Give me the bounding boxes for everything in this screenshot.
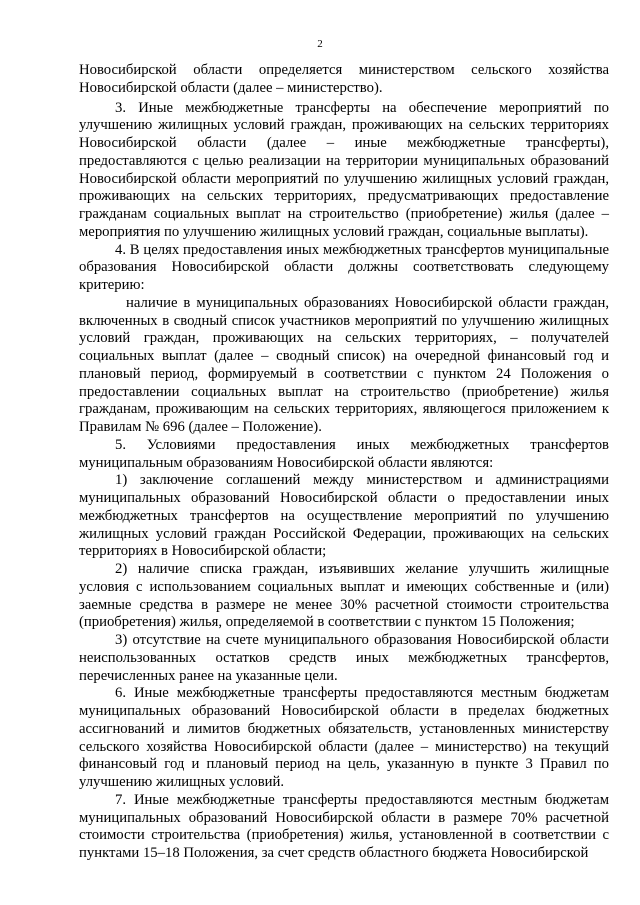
paragraph-item-7: 7. Иные межбюджетные трансферты предоставляются местным бюджетам муниципальных образований Новосибирской области в размере 70% расчетной стоимости строительства (приобретения) жилья, установленной в соответствии с пунктами 15–18 Положения, за счет средств областного бюджета Новосибирской bbox=[79, 791, 609, 861]
paragraph-item-4: 4. В целях предоставления иных межбюджетных трансфертов муниципальные образования Новосибирской области должны соответствовать следующему критерию: bbox=[79, 241, 609, 293]
page-number: 2 bbox=[317, 38, 323, 50]
paragraph-item-5: 5. Условиями предоставления иных межбюджетных трансфертов муниципальным образованиям Новосибирской области являются: bbox=[79, 436, 609, 471]
paragraph-condition-3: 3) отсутствие на счете муниципального образования Новосибирской области неиспользованных остатков средств иных межбюджетных трансфертов, перечисленных ранее на указанные цели. bbox=[79, 632, 609, 684]
paragraph-criterion: наличие в муниципальных образованиях Новосибирской области граждан, включенных в сводный список участников мероприятий по улучшению жилищных условий граждан, проживающих на сельских территориях, – получателей социальных выплат (далее – сводный список) на очередной финансовый год и плановый период, формируемый в соответствии с пунктом 24 Положения о предоставлении социальных выплат на строительство (приобретение) жилья гражданам, проживающим на сельских территориях, являющегося приложением к Правилам № 696 (далее – Положение). bbox=[79, 294, 609, 435]
paragraph-condition-1: 1) заключение соглашений между министерством и администрациями муниципальных образований Новосибирской области о предоставлении иных межбюджетных трансфертов на осуществление мероприятий по улучшению жилищных условий граждан Российской Федерации, проживающих на сельских территориях в Новосибирской области; bbox=[79, 472, 609, 560]
paragraph-condition-2: 2) наличие списка граждан, изъявивших желание улучшить жилищные условия с использованием социальных выплат и имеющих собственные и (или) заемные средства в размере не менее 30% расчетной стоимости строительства (приобретения) жилья, определяемой в соответствии с пунктом 15 Положения; bbox=[79, 561, 609, 631]
paragraph-item-3: 3. Иные межбюджетные трансферты на обеспечение мероприятий по улучшению жилищных условий граждан, проживающих на сельских территориях Новосибирской области (далее – иные межбюджетные трансферты), предоставляются с целью реализации на территории муниципальных образований Новосибирской области мероприятий по улучшению жилищных условий граждан, проживающих на сельских территориях, предусматривающих предоставление гражданам социальных выплат на строительство (приобретение) жилья (далее – мероприятия по улучшению жилищных условий граждан, социальные выплаты). bbox=[79, 99, 609, 240]
document-body bbox=[79, 62, 609, 863]
paragraph-continuation: Новосибирской области определяется министерством сельского хозяйства Новосибирской области (далее – министерство). bbox=[79, 62, 609, 96]
paragraph-item-6: 6. Иные межбюджетные трансферты предоставляются местным бюджетам муниципальных образований Новосибирской области в пределах бюджетных ассигнований и лимитов бюджетных обязательств, установленных министерству сельского хозяйства Новосибирской области (далее – министерство) на текущий финансовый год и плановый период на цель, указанную в пункте 3 Правил по улучшению жилищных условий. bbox=[79, 685, 609, 790]
